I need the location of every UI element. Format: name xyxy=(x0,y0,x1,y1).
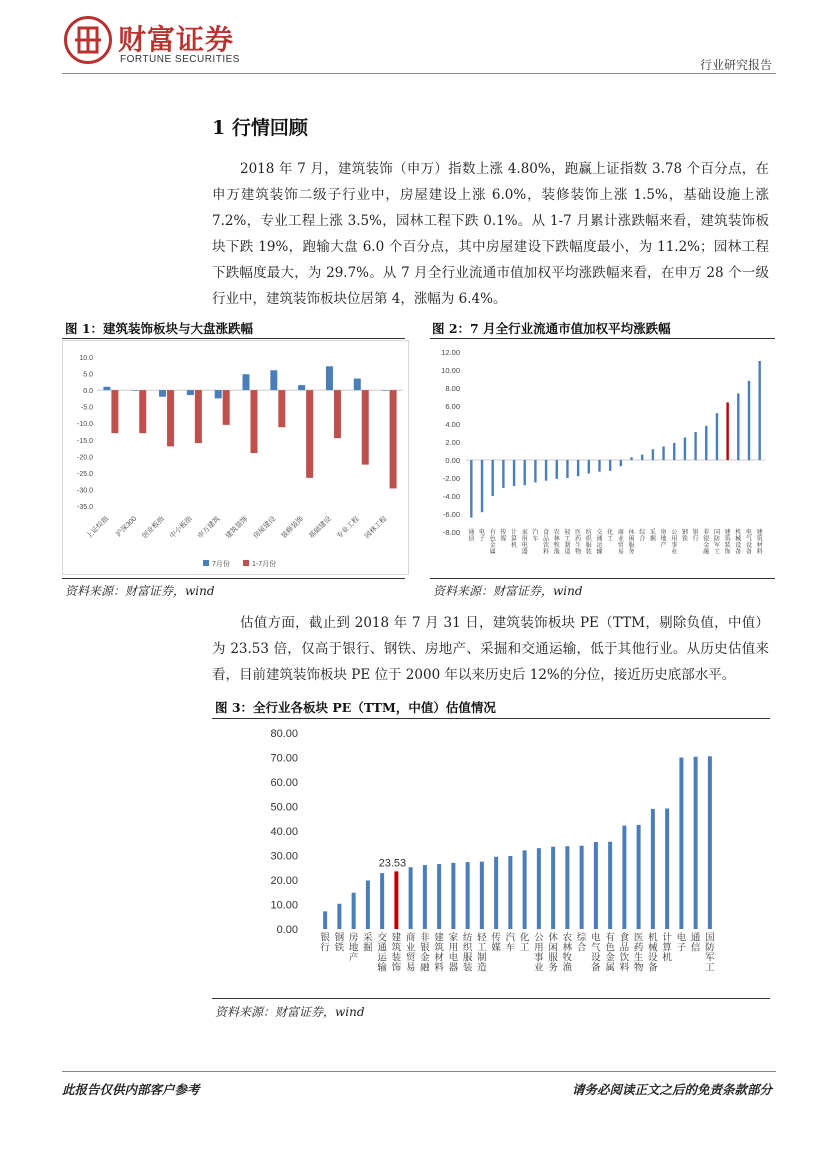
bar xyxy=(637,825,641,929)
bar xyxy=(352,893,356,929)
bar xyxy=(609,460,611,471)
figure-1-source: 资料来源：财富证券，wind xyxy=(65,584,215,598)
brand-logo-icon xyxy=(64,16,112,64)
x-tick-label: 建筑装饰 xyxy=(224,515,250,541)
y-tick-label: 40.00 xyxy=(270,826,298,838)
y-tick-label: 5.0 xyxy=(83,371,93,379)
y-tick-label: 10.00 xyxy=(441,366,460,375)
x-tick-label: 家用电器 xyxy=(521,530,528,556)
bar xyxy=(502,460,504,488)
y-tick-label: -8.00 xyxy=(442,528,460,537)
y-tick-label: -4.00 xyxy=(442,492,460,501)
bar-jul xyxy=(131,390,138,391)
section-paragraph-2 xyxy=(212,610,769,688)
y-tick-label: 10.00 xyxy=(270,899,298,912)
bar-jul xyxy=(298,385,305,390)
bar xyxy=(337,904,341,929)
figure-1-title: 图 1：建筑装饰板块与大盘涨跌幅 xyxy=(65,321,254,336)
bar xyxy=(545,460,547,481)
x-tick-label: 汽车 xyxy=(532,530,539,543)
figure-2-bottom-rule xyxy=(430,578,775,579)
bar xyxy=(641,455,643,460)
y-tick-label: 30.00 xyxy=(270,850,298,863)
bar-jul xyxy=(187,390,194,395)
brand-logo-glyph-icon xyxy=(67,19,109,61)
figure-3-rule xyxy=(212,718,770,719)
x-tick-label: 传媒 xyxy=(500,530,507,543)
figure-3-source: 资料来源：财富证券，wind xyxy=(215,1005,365,1019)
bar xyxy=(662,447,664,461)
bar-ytd xyxy=(111,390,118,433)
x-tick-label: 传媒 xyxy=(491,932,501,954)
x-tick-label: 钢铁 xyxy=(334,932,345,954)
y-tick-label: 4.00 xyxy=(445,420,460,429)
bar-ytd xyxy=(251,390,258,453)
legend-swatch-ytd xyxy=(243,560,249,566)
x-tick-label: 交通运输 xyxy=(596,530,603,556)
figure-1-rule xyxy=(62,338,405,339)
legend-swatch-jul xyxy=(203,560,209,566)
bar xyxy=(423,865,427,929)
footer-disclaimer-right: 请务必阅读正文之后的免责条款部分 xyxy=(571,1082,772,1097)
bar xyxy=(394,871,398,929)
x-tick-label: 医药生物 xyxy=(633,932,644,974)
bar xyxy=(556,460,558,479)
bar xyxy=(323,911,327,929)
y-tick-label: 0.00 xyxy=(445,456,460,465)
y-tick-label: -20.0 xyxy=(77,454,93,462)
bar-ytd xyxy=(278,390,285,427)
x-tick-label: 园林工程 xyxy=(363,515,389,541)
bar-ytd xyxy=(167,390,174,446)
bar xyxy=(694,757,698,929)
bar-ytd xyxy=(306,390,313,478)
bar xyxy=(620,460,622,466)
x-tick-label: 建筑装饰 xyxy=(391,932,402,974)
x-tick-label: 采掘 xyxy=(649,530,656,543)
x-tick-label: 医药生物 xyxy=(575,530,582,556)
figure-1-frame xyxy=(62,340,409,575)
legend-label-jul: 7月份 xyxy=(212,561,230,568)
bar xyxy=(466,862,470,929)
x-tick-label: 房地产 xyxy=(348,932,359,964)
report-type: 行业研究报告 xyxy=(699,58,772,72)
bar xyxy=(470,460,472,518)
bar xyxy=(580,846,584,929)
bar-jul xyxy=(243,374,250,390)
bar-ytd xyxy=(139,390,146,433)
bar xyxy=(737,393,739,460)
figure-2-source: 资料来源：财富证券，wind xyxy=(433,584,583,598)
x-tick-label: 农林牧渔 xyxy=(553,530,560,556)
x-tick-label: 钢铁 xyxy=(681,530,688,543)
x-tick-label: 电气设备 xyxy=(745,530,752,556)
x-tick-label: 农林牧渔 xyxy=(562,932,573,974)
bar xyxy=(673,443,675,460)
x-tick-label: 上证综指 xyxy=(85,515,111,541)
bar-jul xyxy=(326,366,333,390)
figure-2-frame xyxy=(430,340,775,573)
bar xyxy=(588,460,590,474)
y-tick-label: -5.0 xyxy=(80,404,93,412)
x-tick-label: 建筑装饰 xyxy=(724,530,731,556)
bar xyxy=(523,850,527,929)
y-tick-label: -2.00 xyxy=(442,474,460,483)
x-tick-label: 综合 xyxy=(576,932,587,954)
bar xyxy=(716,413,718,460)
x-tick-label: 汽车 xyxy=(505,932,516,954)
bar xyxy=(694,432,696,460)
x-tick-label: 轻工制造 xyxy=(564,530,571,556)
bar-jul xyxy=(103,387,110,390)
paragraph-text: 2018 年 7 月，建筑装饰（申万）指数上涨 4.80%，跑赢上证指数 3.78 个百分点，在申万建筑装饰二级子行业中，房屋建设上涨 6.0%，装修装饰上涨 1.5%，基础设施上涨 7.2%，专业工程上涨 3.5%，园林工程下跌 0.1%。从 1-7 月累计涨跌幅来看，建筑装饰板块下跌 19%，跑输大盘 6.0 个百分点，其中房屋建设下跌幅度最小，为 11.2%；园林工程下跌幅度最大，为 29.7%。从 7 月全行业流通市值加权平均涨跌幅来看，在申万 28 个一级行业中，建筑装饰板块位居第 4，涨幅为 6.4%。 xyxy=(212,161,769,307)
x-tick-label: 计算机 xyxy=(662,932,672,964)
x-tick-label: 化工 xyxy=(607,530,614,543)
section-title: 1 行情回顾 xyxy=(212,117,308,139)
bar-ytd xyxy=(223,390,230,425)
y-tick-label: 0.0 xyxy=(83,388,93,396)
x-tick-label: 休闲服务 xyxy=(548,932,558,974)
x-tick-label: 轻工制造 xyxy=(477,932,487,974)
x-tick-label: 食品饮料 xyxy=(619,932,630,974)
bar xyxy=(705,426,707,460)
bar xyxy=(651,809,655,929)
x-tick-label: 商业贸易 xyxy=(617,530,624,556)
y-tick-label: -6.00 xyxy=(442,510,460,519)
x-tick-label: 建筑材料 xyxy=(756,530,763,556)
x-tick-label: 商业贸易 xyxy=(405,932,416,974)
x-tick-label: 非银金融 xyxy=(703,530,710,556)
bar xyxy=(380,873,384,929)
x-tick-label: 申万建筑 xyxy=(196,515,222,541)
x-tick-label: 交通运输 xyxy=(377,932,387,974)
x-tick-label: 综合 xyxy=(639,530,646,543)
y-tick-label: 8.00 xyxy=(445,384,460,393)
x-tick-label: 房地产 xyxy=(660,530,667,549)
y-tick-label: 60.00 xyxy=(270,777,298,789)
x-tick-label: 休闲服务 xyxy=(628,530,635,556)
legend-label-ytd: 1-7月份 xyxy=(252,561,277,568)
bar xyxy=(524,460,526,485)
footer-divider xyxy=(62,1071,776,1072)
bar-ytd xyxy=(390,390,397,488)
y-tick-label: 70.00 xyxy=(270,752,298,765)
y-tick-label: -35.0 xyxy=(77,504,93,511)
bar xyxy=(594,842,598,929)
bar-jul xyxy=(354,379,361,391)
bar xyxy=(566,460,568,478)
bar xyxy=(494,857,498,929)
paragraph-text: 估值方面，截止到 2018 年 7 月 31 日，建筑装饰板块 PE（TTM，剔除负值，中值）为 23.53 倍，仅高于银行、钢铁、房地产、采掘和交通运输，低于其他行业。从历史估值来看，目前建筑装饰板块 PE 位于 2000 年以来历史后 12%的分位，接近历史底部水平。 xyxy=(212,615,769,683)
figure-2-rule xyxy=(430,338,775,339)
brand-name-en: FORTUNE SECURITIES xyxy=(120,54,240,65)
y-tick-label: 10.0 xyxy=(79,355,93,362)
figure-3-chart xyxy=(212,720,770,995)
bar xyxy=(652,449,654,460)
bar xyxy=(758,361,760,460)
bar xyxy=(565,846,569,929)
x-tick-label: 专业工程 xyxy=(335,515,361,541)
figure-3-title: 图 3：全行业各板块 PE（TTM，中值）估值情况 xyxy=(215,700,496,715)
bar xyxy=(748,381,750,460)
bar xyxy=(481,460,483,512)
x-tick-label: 中小板指 xyxy=(169,515,194,541)
bar xyxy=(409,867,413,929)
bar-jul xyxy=(215,390,222,398)
bar xyxy=(551,847,555,929)
x-tick-label: 采掘 xyxy=(363,932,373,954)
x-tick-label: 纺织服装 xyxy=(462,932,473,974)
header-divider xyxy=(62,73,776,74)
brand-name-cn: 财富证券 xyxy=(118,23,235,56)
x-tick-label: 纺织服装 xyxy=(585,530,592,556)
bar xyxy=(608,842,612,929)
x-tick-label: 电子 xyxy=(479,530,486,543)
x-tick-label: 建筑材料 xyxy=(434,932,444,974)
x-tick-label: 机械设备 xyxy=(735,530,742,556)
bar xyxy=(366,880,370,929)
x-tick-label: 通信 xyxy=(468,530,475,543)
section-paragraph-1 xyxy=(212,156,769,312)
x-tick-label: 有色金属 xyxy=(605,932,615,974)
x-tick-label: 沪深300 xyxy=(115,515,139,539)
bar-jul xyxy=(270,370,277,390)
y-tick-label: 50.00 xyxy=(270,801,298,814)
x-tick-label: 通信 xyxy=(690,932,701,954)
x-tick-label: 机械设备 xyxy=(648,932,658,974)
bar xyxy=(534,460,536,483)
bar-jul xyxy=(382,390,389,391)
x-tick-label: 房屋建设 xyxy=(252,515,278,541)
x-tick-label: 国防军工 xyxy=(705,932,715,974)
bar-ytd xyxy=(195,390,202,443)
figure-3-bottom-rule xyxy=(212,998,770,999)
bar xyxy=(598,460,600,472)
bar xyxy=(480,862,484,929)
data-label: 23.53 xyxy=(378,857,407,870)
x-tick-label: 银行 xyxy=(320,932,330,954)
x-tick-label: 有色金属 xyxy=(489,530,496,556)
bar xyxy=(577,460,579,476)
bar-jul xyxy=(159,390,166,397)
figure-1-chart xyxy=(63,341,408,574)
y-tick-label: 2.00 xyxy=(445,438,460,447)
x-tick-label: 电气设备 xyxy=(591,932,601,974)
bar xyxy=(622,826,626,929)
bar xyxy=(630,457,632,460)
y-tick-label: 12.00 xyxy=(441,348,460,357)
bar xyxy=(437,864,441,929)
bar xyxy=(726,402,728,460)
bar-ytd xyxy=(334,390,341,438)
y-tick-label: 6.00 xyxy=(445,402,460,411)
bar xyxy=(491,460,493,496)
figure-1-bottom-rule xyxy=(62,578,405,579)
x-tick-label: 家用电器 xyxy=(448,932,459,974)
x-tick-label: 国防军工 xyxy=(713,530,720,556)
x-tick-label: 银行 xyxy=(692,530,699,543)
x-tick-label: 基础建设 xyxy=(308,515,333,541)
bar xyxy=(513,460,515,486)
x-tick-label: 电子 xyxy=(676,932,687,954)
y-tick-label: -30.0 xyxy=(77,487,93,495)
bar-ytd xyxy=(362,390,369,465)
x-tick-label: 食品饮料 xyxy=(543,530,550,556)
y-tick-label: -10.0 xyxy=(77,421,93,429)
figure-2-title: 图 2：7 月全行业流通市值加权平均涨跌幅 xyxy=(432,321,671,336)
x-tick-label: 公用事业 xyxy=(671,530,678,556)
y-tick-label: -15.0 xyxy=(77,437,93,445)
y-tick-label: 20.00 xyxy=(270,875,298,887)
y-tick-label: 0.00 xyxy=(276,924,298,936)
bar xyxy=(537,848,541,929)
figure-3-frame xyxy=(212,720,770,995)
bar xyxy=(508,856,512,929)
bar xyxy=(684,438,686,461)
x-tick-label: 化工 xyxy=(519,932,530,954)
x-tick-label: 创业板指 xyxy=(141,515,166,541)
figure-2-chart xyxy=(430,340,775,573)
bar xyxy=(679,758,683,930)
bar xyxy=(708,756,712,929)
x-tick-label: 非银金融 xyxy=(420,932,430,974)
x-tick-label: 装修装饰 xyxy=(280,515,306,541)
footer-disclaimer-left: 此报告仅供内部客户参考 xyxy=(62,1082,200,1097)
x-tick-label: 计算机 xyxy=(511,530,518,549)
y-tick-label: 80.00 xyxy=(270,728,298,740)
y-tick-label: -25.0 xyxy=(77,470,93,478)
x-tick-label: 公用事业 xyxy=(534,932,544,974)
bar xyxy=(665,808,669,929)
bar xyxy=(451,863,455,929)
